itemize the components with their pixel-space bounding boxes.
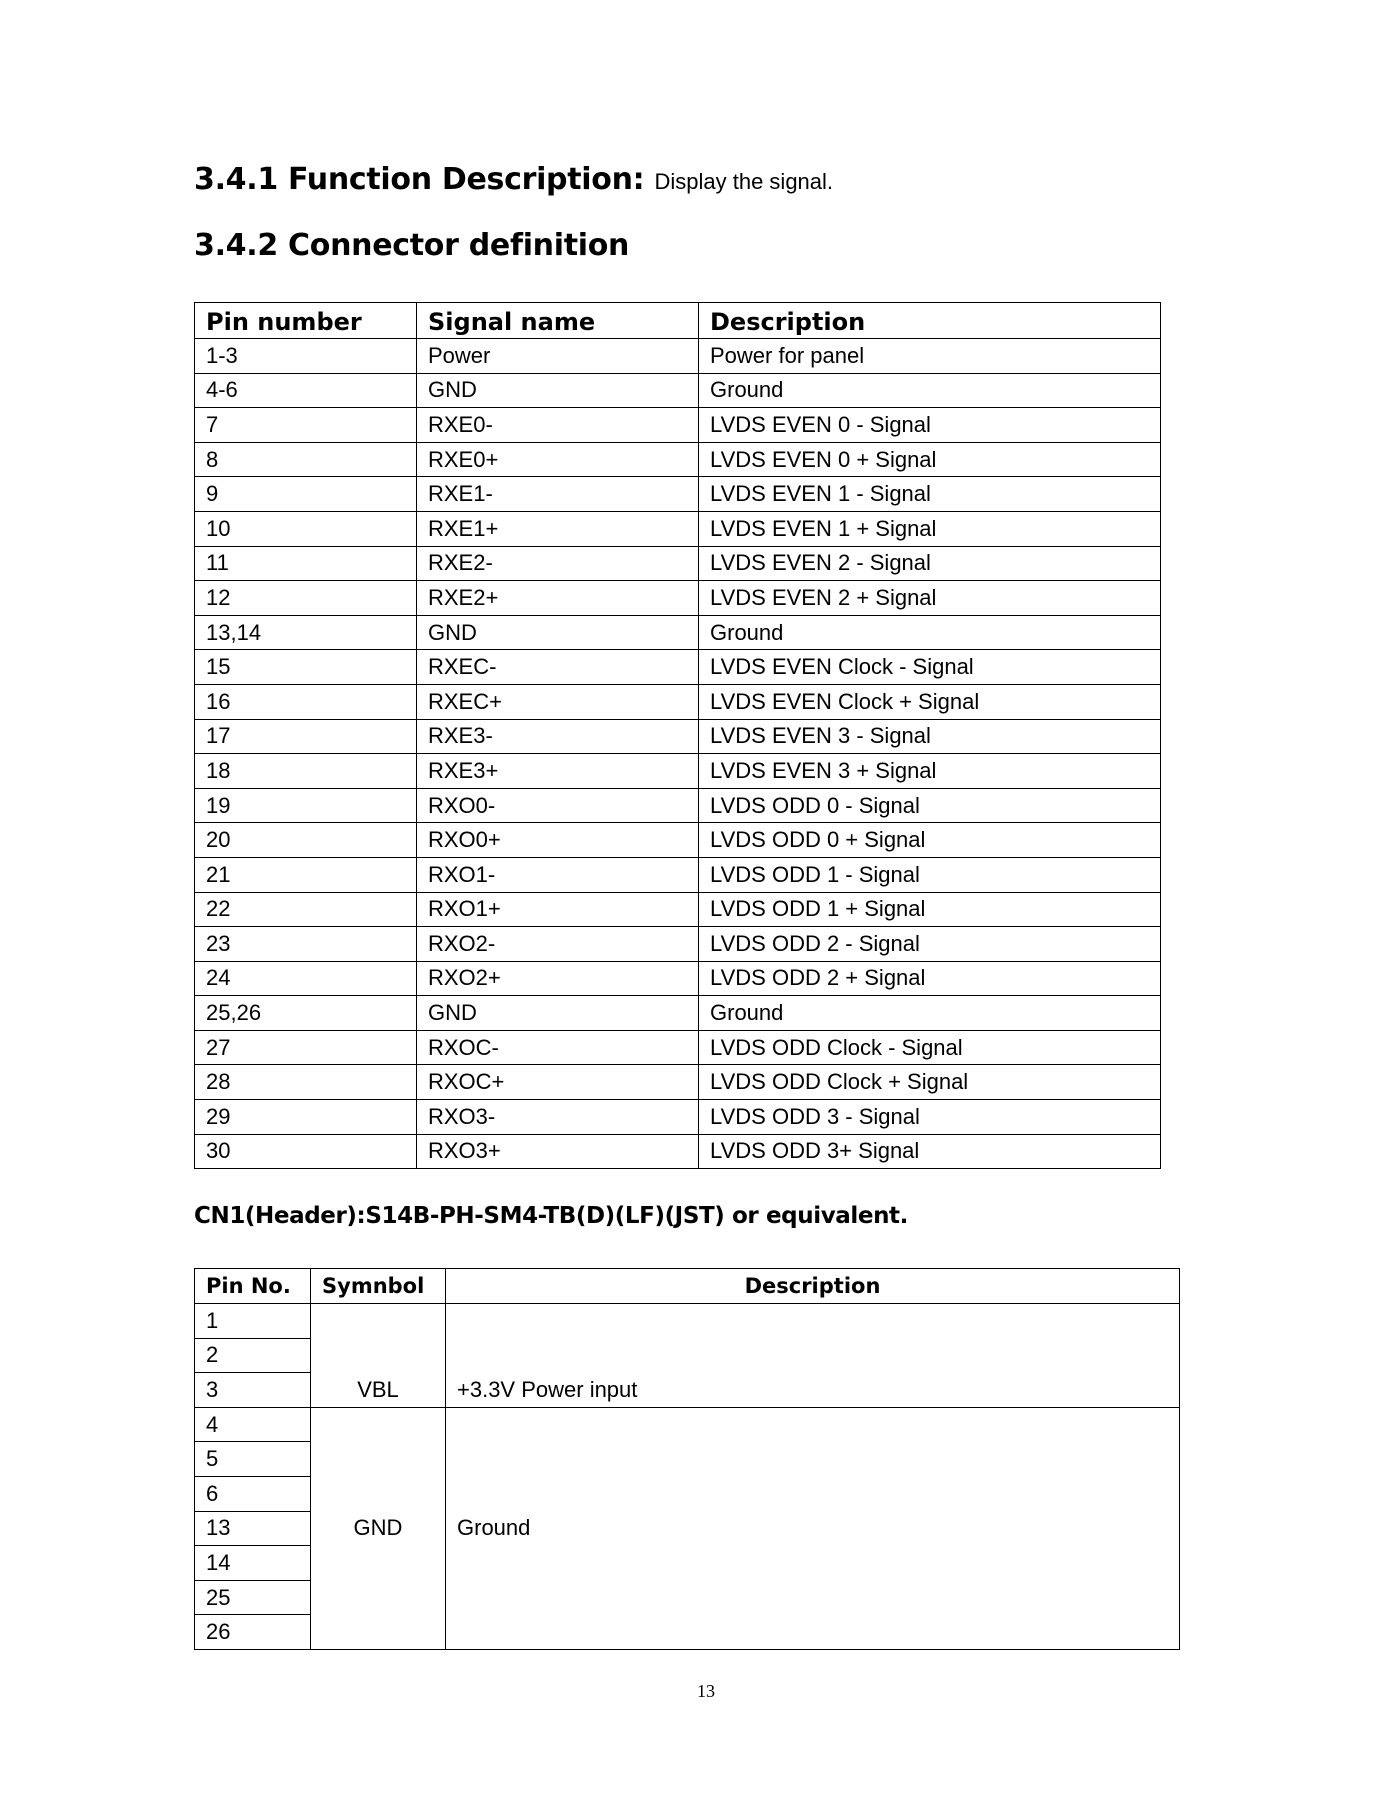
pin-no-cell: 4 — [195, 1407, 311, 1442]
description-cell: LVDS ODD Clock - Signal — [699, 1030, 1161, 1065]
description-cell: LVDS EVEN 2 - Signal — [699, 546, 1161, 581]
signal-name-cell: RXE3+ — [417, 754, 699, 789]
table-row — [195, 892, 1161, 927]
section-3-4-1-title: 3.4.1 Function Description: — [194, 162, 645, 197]
header-description: Description — [699, 303, 1161, 339]
pin-number-cell: 17 — [195, 719, 417, 754]
description-cell: LVDS ODD 1 + Signal — [699, 892, 1161, 927]
table-row — [195, 1065, 1161, 1100]
header-description: Description — [446, 1269, 1180, 1304]
description-cell: Power for panel — [699, 339, 1161, 374]
pin-no-cell: 25 — [195, 1580, 311, 1615]
description-cell: +3.3V Power input — [446, 1304, 1180, 1408]
table-header-row — [195, 303, 1161, 339]
pin-number-cell: 8 — [195, 442, 417, 477]
symbol-cell: GND — [311, 1407, 446, 1649]
section-3-4-1-heading — [194, 162, 833, 197]
signal-name-cell: RXEC- — [417, 650, 699, 685]
signal-name-cell: RXE1+ — [417, 511, 699, 546]
cn1-pin-table — [194, 1268, 1180, 1650]
pin-number-cell: 19 — [195, 788, 417, 823]
signal-name-cell: RXO2- — [417, 927, 699, 962]
table-row — [195, 961, 1161, 996]
signal-name-cell: RXOC+ — [417, 1065, 699, 1100]
pin-number-cell: 21 — [195, 857, 417, 892]
connector-table-body — [195, 339, 1161, 1169]
description-cell: LVDS ODD 0 + Signal — [699, 823, 1161, 858]
pin-number-cell: 23 — [195, 927, 417, 962]
description-cell: LVDS EVEN 3 - Signal — [699, 719, 1161, 754]
pin-no-cell: 1 — [195, 1304, 311, 1339]
pin-number-cell: 11 — [195, 546, 417, 581]
pin-number-cell: 12 — [195, 581, 417, 616]
signal-name-cell: RXO2+ — [417, 961, 699, 996]
signal-name-cell: GND — [417, 996, 699, 1031]
signal-name-cell: RXO0- — [417, 788, 699, 823]
table-row — [195, 754, 1161, 789]
table-row — [195, 996, 1161, 1031]
pin-no-cell: 6 — [195, 1476, 311, 1511]
description-cell: LVDS EVEN Clock - Signal — [699, 650, 1161, 685]
pin-no-cell: 3 — [195, 1373, 311, 1408]
table-row — [195, 1100, 1161, 1135]
description-cell: Ground — [699, 996, 1161, 1031]
description-cell: LVDS ODD 2 + Signal — [699, 961, 1161, 996]
table-row — [195, 1407, 1180, 1442]
table-row — [195, 788, 1161, 823]
description-cell: LVDS EVEN 1 - Signal — [699, 477, 1161, 512]
table-row — [195, 373, 1161, 408]
signal-name-cell: RXO3+ — [417, 1134, 699, 1169]
pin-number-cell: 1-3 — [195, 339, 417, 374]
table-row — [195, 927, 1161, 962]
pin-number-cell: 13,14 — [195, 615, 417, 650]
table-row — [195, 546, 1161, 581]
table-row — [195, 511, 1161, 546]
description-cell: LVDS ODD 1 - Signal — [699, 857, 1161, 892]
pin-number-cell: 24 — [195, 961, 417, 996]
description-cell: LVDS EVEN 3 + Signal — [699, 754, 1161, 789]
table-row — [195, 581, 1161, 616]
table-row — [195, 339, 1161, 374]
signal-name-cell: RXO3- — [417, 1100, 699, 1135]
signal-name-cell: RXE0- — [417, 408, 699, 443]
pin-no-cell: 5 — [195, 1442, 311, 1477]
signal-name-cell: Power — [417, 339, 699, 374]
pin-number-cell: 18 — [195, 754, 417, 789]
description-cell: LVDS EVEN 1 + Signal — [699, 511, 1161, 546]
description-cell: LVDS EVEN 2 + Signal — [699, 581, 1161, 616]
table-row — [195, 442, 1161, 477]
section-3-4-2-heading: 3.4.2 Connector definition — [194, 228, 630, 263]
header-symbol: Symnbol — [311, 1269, 446, 1304]
signal-name-cell: RXE1- — [417, 477, 699, 512]
table-row — [195, 684, 1161, 719]
table-row — [195, 1304, 1180, 1339]
cn1-header-caption: CN1(Header):S14B-PH-SM4-TB(D)(LF)(JST) or equivalent. — [194, 1203, 908, 1229]
table-row — [195, 615, 1161, 650]
description-cell: LVDS ODD 0 - Signal — [699, 788, 1161, 823]
pin-number-cell: 7 — [195, 408, 417, 443]
pin-number-cell: 15 — [195, 650, 417, 685]
section-3-4-1-text: Display the signal. — [654, 169, 834, 194]
pin-number-cell: 9 — [195, 477, 417, 512]
pin-number-cell: 4-6 — [195, 373, 417, 408]
description-cell: LVDS ODD 2 - Signal — [699, 927, 1161, 962]
symbol-cell: VBL — [311, 1304, 446, 1408]
description-cell: LVDS ODD 3+ Signal — [699, 1134, 1161, 1169]
table-row — [195, 1030, 1161, 1065]
signal-name-cell: RXO0+ — [417, 823, 699, 858]
page-number: 13 — [697, 1681, 715, 1701]
pin-number-cell: 30 — [195, 1134, 417, 1169]
signal-name-cell: RXE0+ — [417, 442, 699, 477]
signal-name-cell: RXEC+ — [417, 684, 699, 719]
header-pin-number: Pin number — [195, 303, 417, 339]
pin-number-cell: 22 — [195, 892, 417, 927]
table-row — [195, 408, 1161, 443]
description-cell: Ground — [699, 615, 1161, 650]
signal-name-cell: RXO1- — [417, 857, 699, 892]
signal-name-cell: GND — [417, 615, 699, 650]
pin-number-cell: 28 — [195, 1065, 417, 1100]
pin-number-cell: 20 — [195, 823, 417, 858]
pin-number-cell: 25,26 — [195, 996, 417, 1031]
pin-no-cell: 14 — [195, 1546, 311, 1581]
description-cell: Ground — [699, 373, 1161, 408]
pin-number-cell: 10 — [195, 511, 417, 546]
table-row — [195, 1134, 1161, 1169]
pin-no-cell: 13 — [195, 1511, 311, 1546]
signal-name-cell: RXE3- — [417, 719, 699, 754]
description-cell: LVDS ODD Clock + Signal — [699, 1065, 1161, 1100]
table-row — [195, 857, 1161, 892]
pin-no-cell: 26 — [195, 1615, 311, 1650]
header-pin-no: Pin No. — [195, 1269, 311, 1304]
pin-table-body — [195, 1304, 1180, 1650]
description-cell: LVDS EVEN 0 + Signal — [699, 442, 1161, 477]
pin-number-cell: 29 — [195, 1100, 417, 1135]
table-row — [195, 650, 1161, 685]
signal-name-cell: RXE2- — [417, 546, 699, 581]
description-cell: Ground — [446, 1407, 1180, 1649]
description-cell: LVDS EVEN 0 - Signal — [699, 408, 1161, 443]
signal-name-cell: RXE2+ — [417, 581, 699, 616]
signal-name-cell: RXOC- — [417, 1030, 699, 1065]
description-cell: LVDS ODD 3 - Signal — [699, 1100, 1161, 1135]
connector-definition-table — [194, 302, 1161, 1169]
table-row — [195, 477, 1161, 512]
table-row — [195, 719, 1161, 754]
table-header-row — [195, 1269, 1180, 1304]
pin-number-cell: 27 — [195, 1030, 417, 1065]
header-signal-name: Signal name — [417, 303, 699, 339]
table-row — [195, 823, 1161, 858]
pin-no-cell: 2 — [195, 1338, 311, 1373]
pin-number-cell: 16 — [195, 684, 417, 719]
signal-name-cell: GND — [417, 373, 699, 408]
description-cell: LVDS EVEN Clock + Signal — [699, 684, 1161, 719]
signal-name-cell: RXO1+ — [417, 892, 699, 927]
